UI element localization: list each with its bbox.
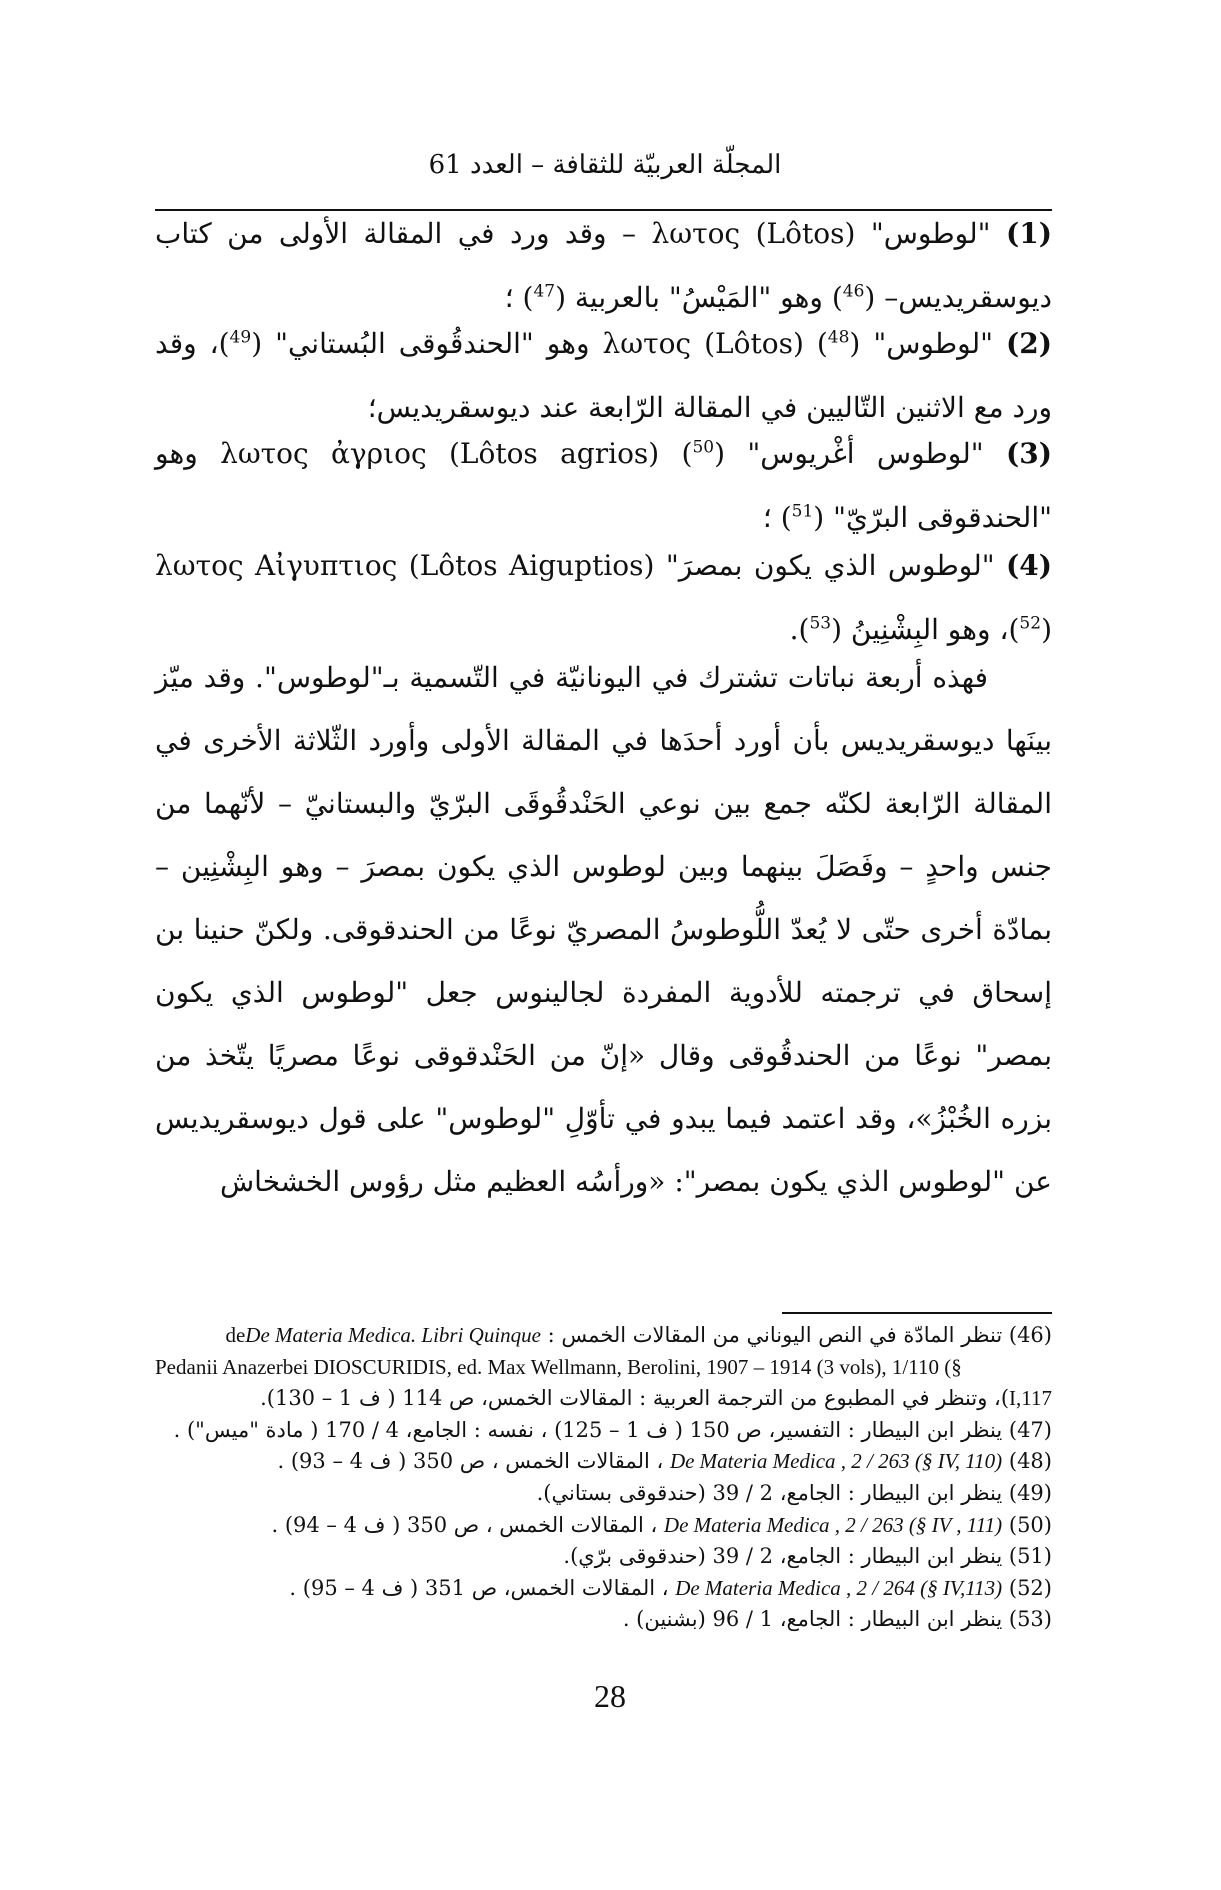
footnote: (49) ينظر ابن البيطار : الجامع، 2 / 39 (حندقوقى بستاني). [536, 1480, 1052, 1505]
list-item: (3) "لوطوس أغْريوس" λωτος ἀγριος (Lôtos agrios) ($^{50}$) وهو "الحندقوقى البرّيّ" ($^{51}$) ؛ [155, 437, 1052, 534]
footnote: (48) De Materia Medica , 2 / 263 (§ IV, 110) ، المقالات الخمس ، ص 350 ( ف 4 – 93) . [277, 1449, 1052, 1474]
footnote-ref: 50 [692, 437, 715, 458]
greek-term: λωτος [602, 327, 692, 360]
body-paragraph: فهذه أربعة نباتات تشترك في اليونانيّة في التّسمية بـ"لوطوس". وقد ميّز بينَها ديوسقريديس بأن أورد أحدَها في المقالة الأولى وأورد الثّلاثة الأخرى في المقالة الرّابعة لكنّه جمع بين نوعي الحَنْدقُوقَى البرّيّ والبستانيّ – لأنّهما من جنس واحدٍ – وفَصَلَ بينهما وبين لوطوس الذي يكون بمصرَ – وهو البِشْنِين – بمادّة أخرى حتّى لا يُعدّ اللُّوطوسُ المصريّ نوعًا من الحندقوقى. ولكنّ حنينا بن إسحاق في ترجمته للأدوية المفردة لجالينوس جعل "لوطوس الذي يكون بمصر" نوعًا من الحندقُوقى وقال «إنّ من الحَنْدقوقى نوعًا مصريًا يتّخذ من بزره الخُبْزُ»، وقد اعتمد فيما يبدو في تأوّلِ "لوطوس" على قول ديوسقريديس عن "لوطوس الذي يكون بمصر": «ورأسُه العظيم مثل رؤوس الخشخاش [155, 661, 1052, 1198]
footnote-ref: 47 [533, 281, 556, 302]
item-text: "لوطوس" (Lôtos) [740, 217, 991, 250]
footnote: (46) تنظر المادّة في النص اليوناني من المقالات الخمس : De Materia Medica. Libri Quinque de Pedanii Anazerbei DIOSCURIDIS, ed. Max Wellmann, Berolini, 1907 – 1914 (3 vols), 1/110 (§ I,117)، وتنظر في المطبوع من الترجمة العربية : المقالات الخمس، ص 114 ( ف 1 – 130). [155, 1323, 1052, 1411]
footnote-ref: 52 [1019, 613, 1042, 634]
footnote: (47) ينظر ابن البيطار : التفسير، ص 150 ( ف 1 – 125) ، نفسه : الجامع، 4 / 170 ( مادة "ميس") . [173, 1417, 1052, 1442]
footnote: (53) ينظر ابن البيطار : الجامع، 1 / 96 (بشنين) . [622, 1607, 1052, 1632]
item-text: "لوطوس أغْريوس" [725, 437, 984, 470]
item-number: (2) [1006, 327, 1052, 360]
footnote-ref: 46 [842, 281, 865, 302]
footnotes [155, 1320, 1052, 1636]
list-item: (1) "لوطوس" (Lôtos) λωτος – وقد ورد في المقالة الأولى من كتاب ديوسقريديس– ($^{46}$) وهو "المَيْسُ" بالعربية ($^{47}$) ؛ [155, 217, 1053, 314]
greek-term: λωτος [651, 217, 741, 250]
item-text: "لوطوس" [860, 327, 994, 360]
item-number: (1) [1006, 217, 1053, 250]
item-text: "لوطوس الذي يكون بمصرَ" [654, 549, 995, 582]
greek-term: λωτος Αἰγυπτιος [155, 549, 398, 582]
item-number: (3) [1006, 437, 1052, 470]
page-number: 28 [594, 1678, 626, 1714]
running-title: المجلّة العربيّة للثقافة – العدد 61 [428, 150, 782, 180]
item-number: (4) [1006, 549, 1053, 582]
footnote: (50) De Materia Medica , 2 / 263 (§ IV , 111) ، المقالات الخمس ، ص 350 ( ف 4 – 94) . [271, 1512, 1052, 1537]
footnote-ref: 48 [827, 327, 850, 348]
footnote: (51) ينظر ابن البيطار : الجامع، 2 / 39 (حندقوقى برّي). [563, 1544, 1052, 1569]
footnote-ref: 53 [809, 613, 832, 634]
list-item: (4) "لوطوس الذي يكون بمصرَ" λωτος Αἰγυπτιος (Lôtos Aiguptios) ($^{52}$)، وهو البِشْنِينُ ($^{53}$). [155, 549, 1053, 646]
footnote: (52) De Materia Medica , 2 / 264 (§ IV,113) ، المقالات الخمس، ص 351 ( ف 4 – 95) . [289, 1575, 1052, 1600]
list-item: (2) "لوطوس" λωτος (Lôtos) ($^{48}$) وهو "الحندقُوقى البُستاني" ($^{49}$)، وقد ورد مع الاثنين التّاليين في المقالة الرّابعة عند ديوسقريديس؛ [155, 327, 1052, 424]
footnote-ref: 51 [791, 501, 814, 522]
greek-term: λωτος ἀγριος [220, 437, 427, 470]
footnote-ref: 49 [229, 327, 252, 348]
footnote-rule [782, 1312, 1052, 1314]
